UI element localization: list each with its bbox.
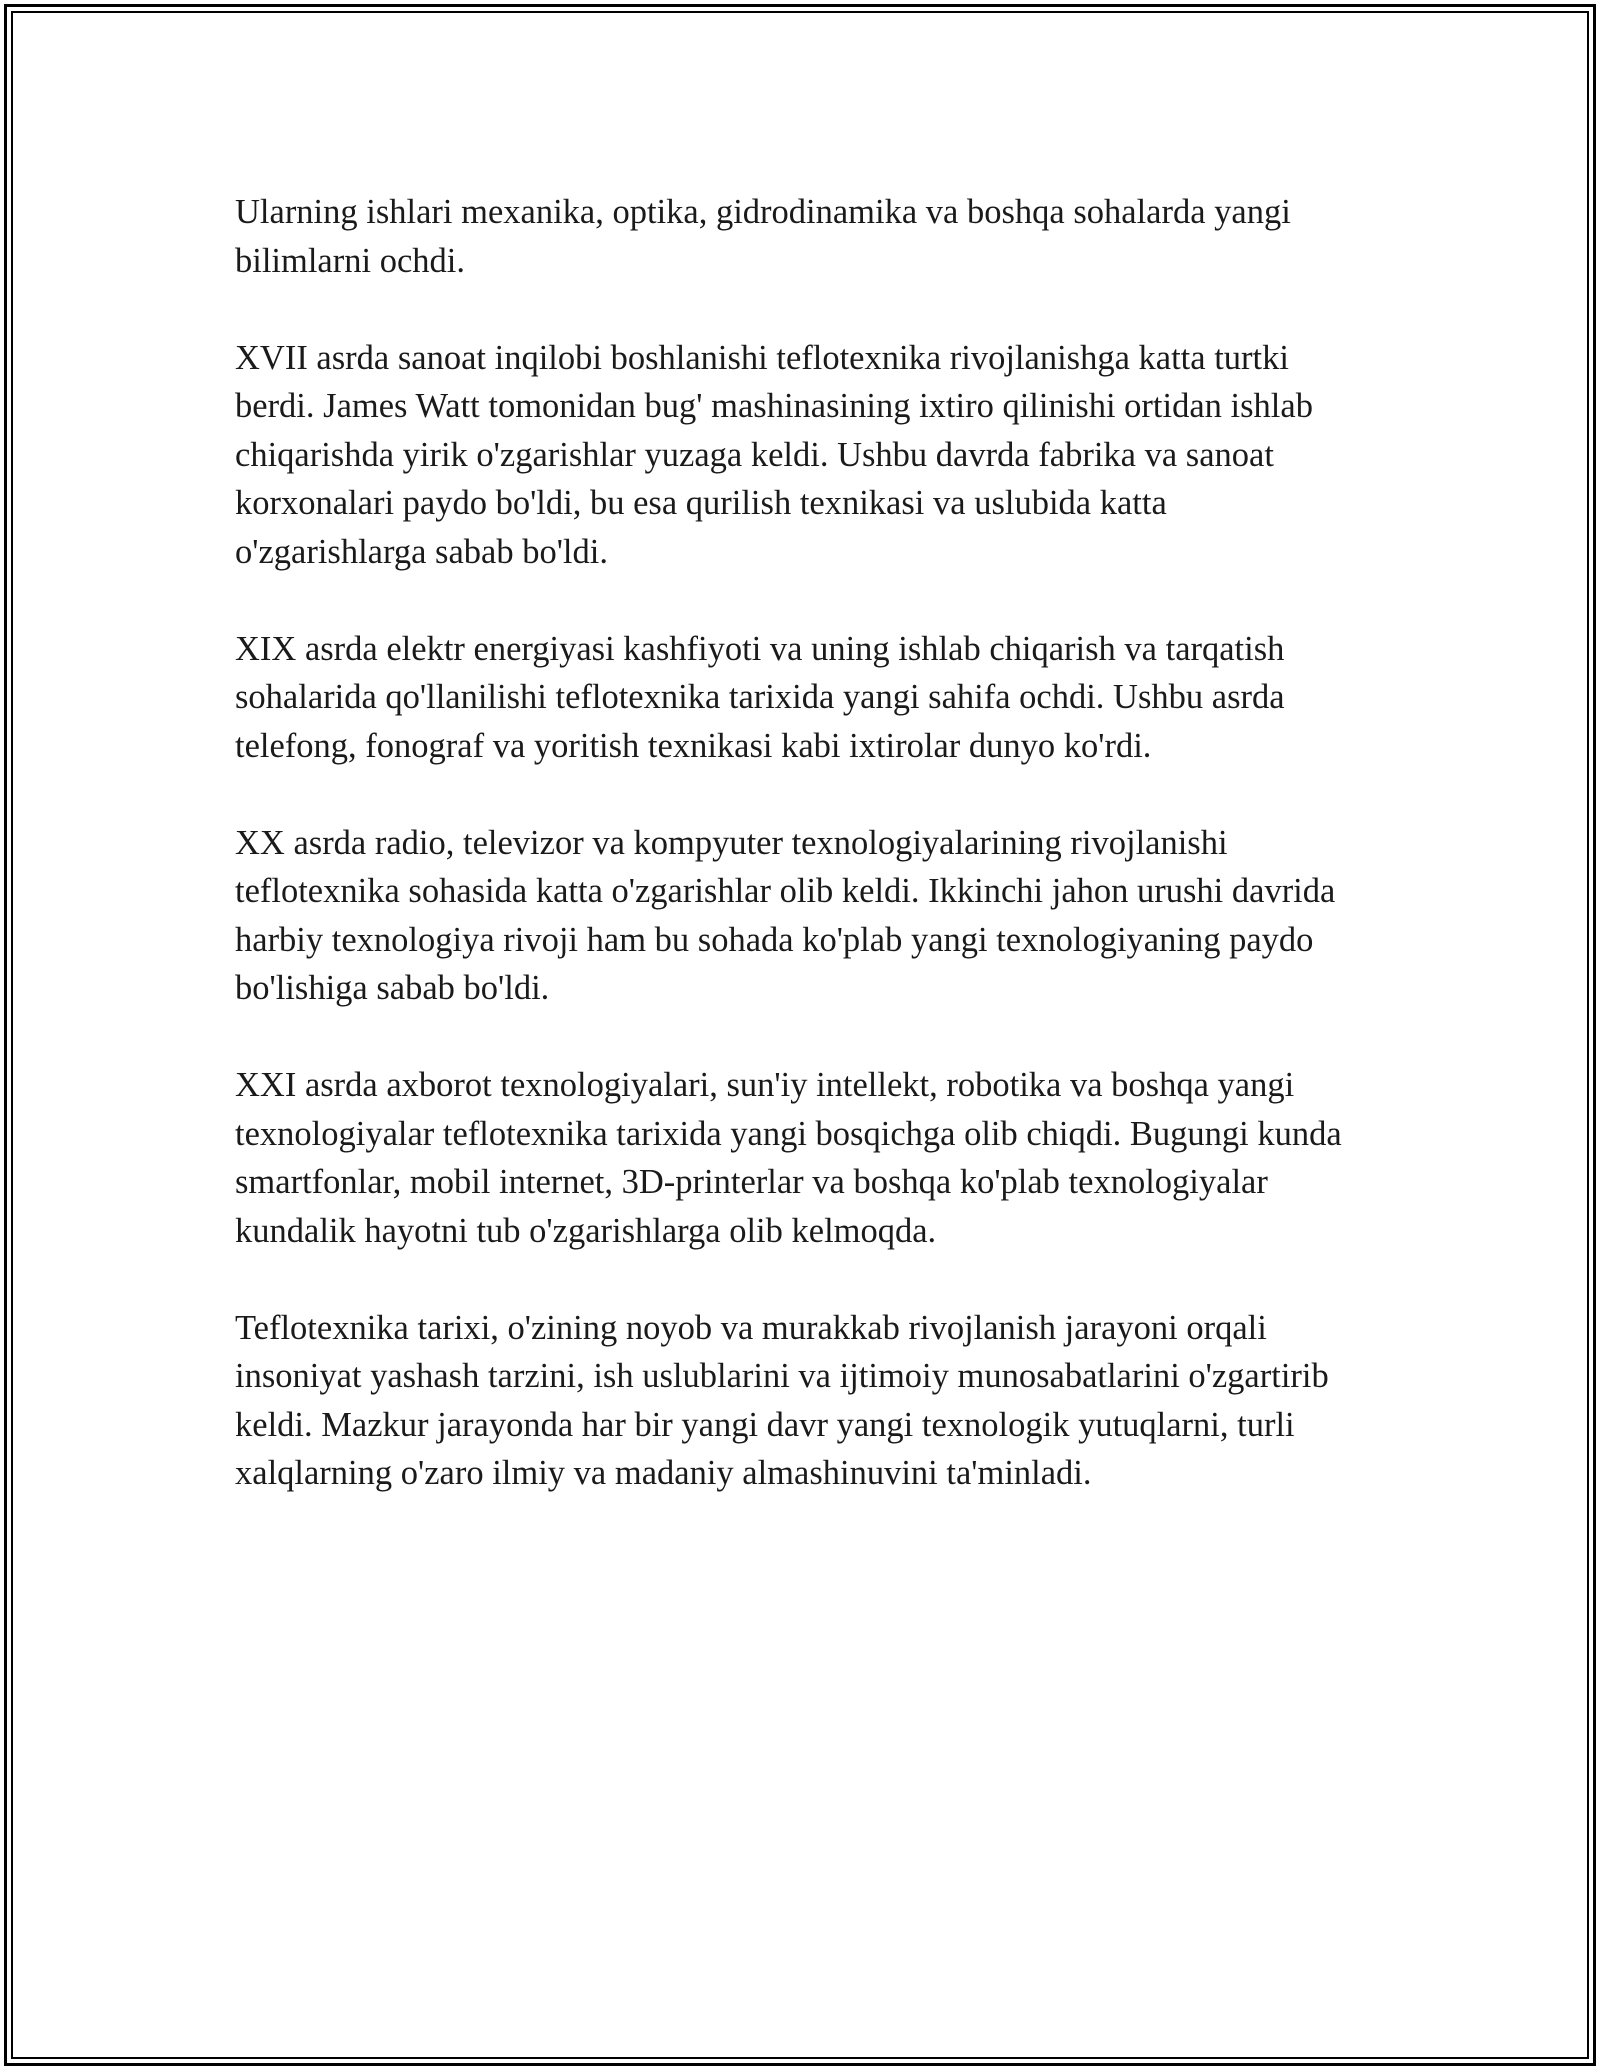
paragraph-6: Teflotexnika tarixi, o'zining noyob va murakkab rivojlanish jarayoni orqali insoniyat yashash tarzini, ish uslublarini va ijtimoiy munosabatlarini o'zgartirib keldi. Mazkur jarayonda har bir yangi davr yangi texnologik yutuqlarni, turli xalqlarning o'zaro ilmiy va madaniy almashinuvini ta'minladi. xyxy=(235,1308,1329,1492)
document-body xyxy=(235,188,1365,1498)
paragraph-3: XIX asrda elektr energiyasi kashfiyoti va uning ishlab chiqarish va tarqatish sohalarida qo'llanilishi teflotexnika tarixida yangi sahifa ochdi. Ushbu asrda telefong, fonograf va yoritish texnikasi kabi ixtirolar dunyo ko'rdi. xyxy=(235,629,1285,765)
paragraph-5: XXI asrda axborot texnologiyalari, sun'iy intellekt, robotika va boshqa yangi texnologiyalar teflotexnika tarixida yangi bosqichga olib chiqdi. Bugungi kunda smartfonlar, mobil internet, 3D-printerlar va boshqa ko'plab texnologiyalar kundalik hayotni tub o'zgarishlarga olib kelmoqda. xyxy=(235,1066,1342,1250)
paragraph-1: Ularning ishlari mexanika, optika, gidrodinamika va boshqa sohalarda yangi bilimlarni ochdi. xyxy=(235,193,1291,280)
paragraph-2: XVII asrda sanoat inqilobi boshlanishi teflotexnika rivojlanishga katta turtki berdi. James Watt tomonidan bug' mashinasining ixtiro qilinishi ortidan ishlab chiqarishda yirik o'zgarishlar yuzaga keldi. Ushbu davrda fabrika va sanoat korxonalari paydo bo'ldi, bu esa qurilish texnikasi va uslubida katta o'zgarishlarga sabab bo'ldi. xyxy=(235,338,1313,571)
paragraph-4: XX asrda radio, televizor va kompyuter texnologiyalarining rivojlanishi teflotexnika sohasida katta o'zgarishlar olib keldi. Ikkinchi jahon urushi davrida harbiy texnologiya rivoji ham bu sohada ko'plab yangi texnologiyaning paydo bo'lishiga sabab bo'ldi. xyxy=(235,823,1336,1007)
